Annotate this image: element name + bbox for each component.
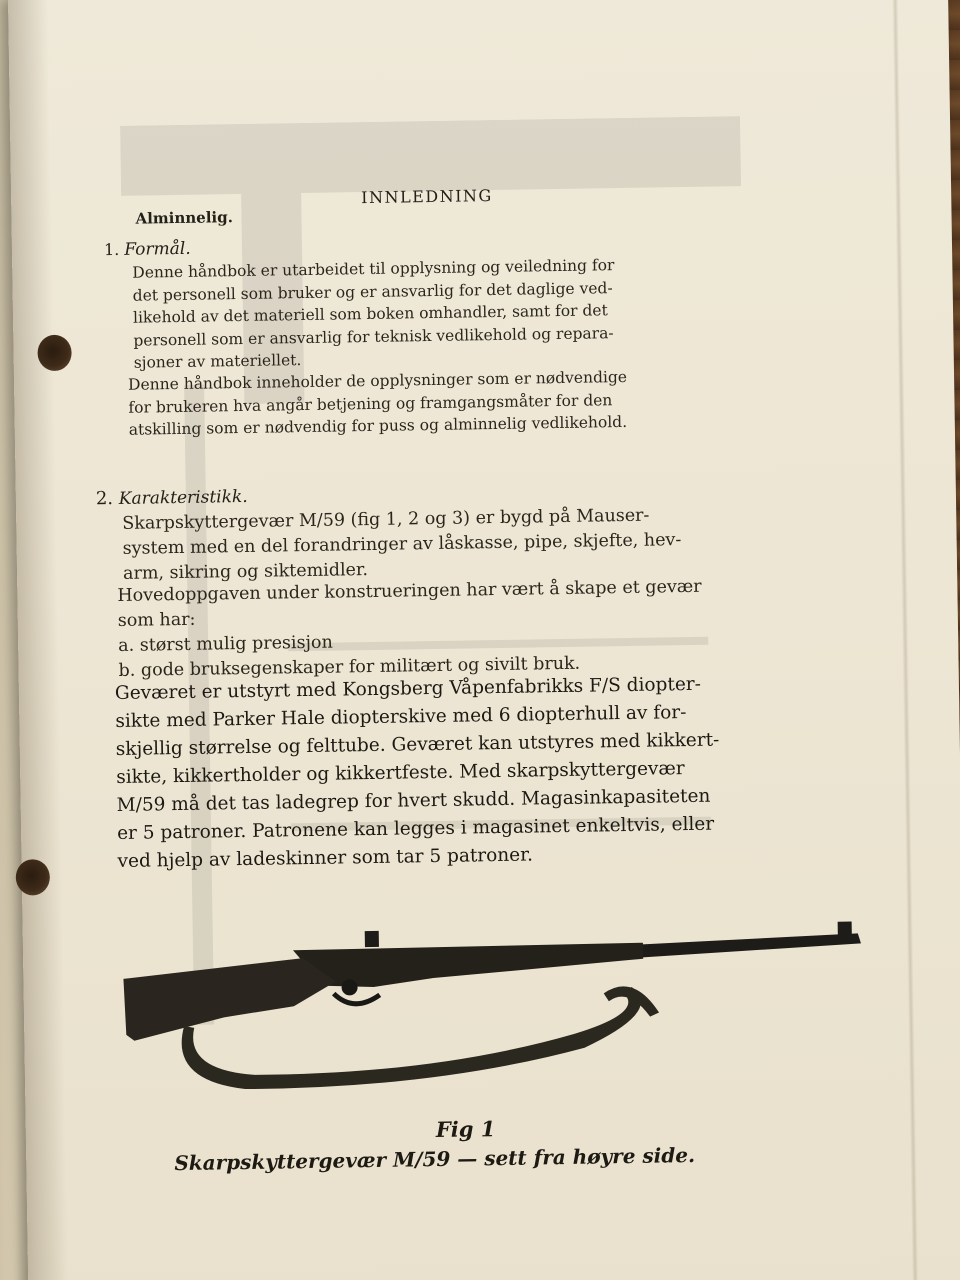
section-2-title: [96, 486, 248, 509]
text-line: Denne håndbok er utarbeidet til opplysning og veiledning for: [132, 256, 615, 282]
text-line: Geværet er utstyrt med Kongsberg Våpenfabrikks F/S diopter-: [114, 673, 702, 705]
text-line: likehold av det materiell som boken omhandler, samt for det: [132, 301, 608, 327]
text-line: sikte, kikkertholder og kikkertfeste. Med skarpskyttergevær: [116, 758, 685, 789]
figure-caption: Skarpskyttergevær M/59 — sett fra høyre side.: [174, 1142, 696, 1176]
rifle-illustration-icon: [103, 919, 866, 1101]
section-2-heading: Karakteristikk.: [118, 486, 248, 509]
text-line: som har:: [117, 609, 196, 631]
text-line: det personell som bruker og er ansvarlig for det daglige ved-: [132, 278, 613, 305]
section-2-paragraph-1: [122, 503, 682, 587]
text-line: ved hjelp av ladeskinner som tar 5 patroner.: [117, 844, 534, 873]
text-line: skjellig størrelse og felttube. Geværet kan utstyres med kikkert-: [115, 729, 720, 761]
figure-label: Fig 1: [435, 1116, 496, 1143]
list-item: b. gode bruksegenskaper for militært og sivilt bruk.: [118, 653, 581, 681]
section-2-number: 2.: [95, 488, 114, 510]
section-1-paragraph-1: [132, 254, 616, 374]
text-line: er 5 patroner. Patronene kan legges i magasinet enkeltvis, eller: [116, 813, 715, 845]
text-line: personell som er ansvarlig for teknisk vedlikehold og repara-: [133, 323, 614, 350]
text-line: system med en del forandringer av låskasse, pipe, skjefte, hev-: [122, 530, 682, 559]
section-1-title: [104, 239, 191, 260]
section-1-heading: Formål.: [124, 238, 191, 260]
section-1-number: 1.: [103, 239, 120, 260]
section-1-paragraph-2: [128, 366, 628, 441]
text-line: M/59 må det tas ladegrep for hvert skudd. Magasinkapasiteten: [116, 785, 711, 817]
subheading: Alminnelig.: [135, 208, 233, 228]
text-line: Hovedoppgaven under konstrueringen har vært å skape et gevær: [117, 576, 702, 606]
section-2-paragraph-2: [117, 575, 703, 684]
text-line: Skarpskyttergevær M/59 (fig 1, 2 og 3) er bygd på Mauser-: [122, 505, 650, 534]
text-line: sjoner av materiellet.: [133, 351, 302, 372]
text-line: for brukeren hva angår betjening og framgangsmåter for den: [128, 390, 613, 417]
list-item: a. størst mulig presisjon: [118, 632, 333, 656]
section-2-paragraph-3: [115, 671, 722, 876]
text-line: Denne håndbok inneholder de opplysninger som er nødvendige: [127, 367, 628, 394]
page-heading: INNLEDNING: [361, 186, 493, 208]
document-page: [8, 0, 960, 1280]
binder-punch-hole-upper: [37, 335, 72, 372]
page-fold-shadow: [892, 0, 919, 1280]
text-line: arm, sikring og siktemidler.: [122, 560, 369, 584]
text-line: atskilling som er nødvendig for puss og alminnelig vedlikehold.: [128, 412, 628, 439]
text-line: sikte med Parker Hale diopterskive med 6 diopterhull av for-: [115, 702, 687, 733]
